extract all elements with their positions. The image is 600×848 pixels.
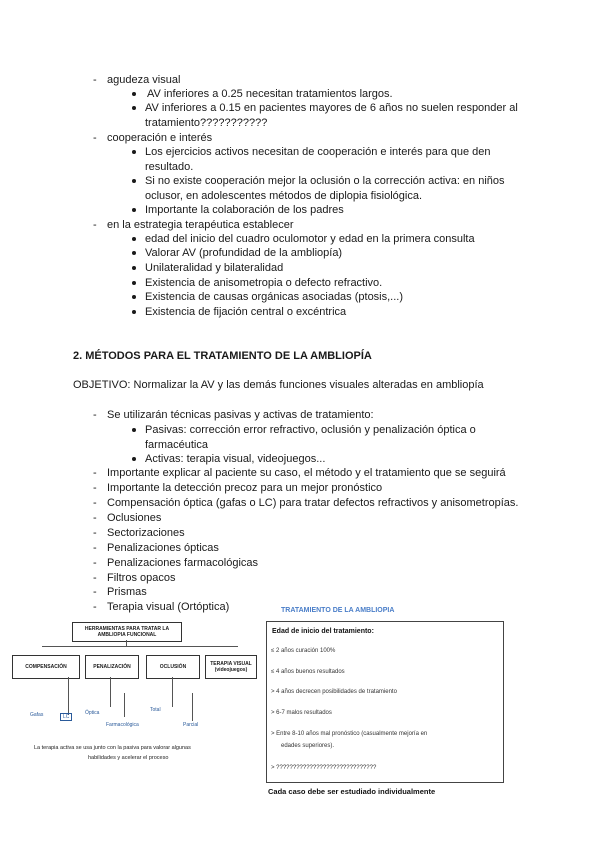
dash-marker: - — [93, 482, 97, 494]
list-item: Compensación óptica (gafas o LC) para tratar defectos refractivos y anisometropías. — [107, 497, 519, 509]
list-item: Activas: terapia visual, videojuegos... — [145, 453, 326, 465]
diagram-connector — [126, 640, 127, 646]
bullet-dot — [132, 281, 136, 285]
list-item: Prismas — [107, 586, 147, 598]
diagram-leaf-total: Total — [150, 707, 161, 713]
list-item: Los ejercicios activos necesitan de cooperación e interés para que den — [145, 146, 491, 158]
dash-marker: - — [93, 409, 97, 421]
list-item: Existencia de causas orgánicas asociadas (ptosis,...) — [145, 291, 404, 303]
diagram-connector — [172, 677, 173, 707]
list-item: Terapia visual (Ortóptica) — [107, 601, 230, 613]
diagram-caption: La terapia activa se usa junto con la pasiva para valorar algunas — [34, 745, 191, 751]
list-item: Sectorizaciones — [107, 527, 185, 539]
section-heading: 2. MÉTODOS PARA EL TRATAMIENTO DE LA AMBLIOPÍA — [73, 350, 372, 362]
dash-marker: - — [93, 74, 97, 86]
panel-row: > 4 años decrecen posibilidades de tratamiento — [271, 689, 397, 695]
list-item: edad del inicio del cuadro oculomotor y edad en la primera consulta — [145, 233, 475, 245]
list-item: AV inferiores a 0.15 en pacientes mayores de 6 años no suelen responder al — [145, 102, 518, 114]
diagram-connector — [110, 677, 111, 707]
diagram-root-box: HERRAMIENTAS PARA TRATAR LA AMBLIOPIA FUNCIONAL — [72, 622, 182, 642]
list-item: cooperación e interés — [107, 132, 213, 144]
diagram-caption: habilidades y acelerar el proceso — [88, 755, 169, 761]
bullet-dot — [132, 237, 136, 241]
dash-marker: - — [93, 586, 97, 598]
bullet-dot — [132, 208, 136, 212]
bullet-dot — [132, 295, 136, 299]
diagram-connector — [124, 693, 125, 717]
bullet-dot — [132, 179, 136, 183]
list-item: agudeza visual — [107, 74, 181, 86]
bullet-dot — [132, 251, 136, 255]
diagram-leaf-lc: LC — [60, 713, 72, 721]
panel-row: > Entre 8-10 años mal pronóstico (casualmente mejoría en — [271, 731, 428, 737]
list-item: tratamiento??????????? — [145, 117, 268, 129]
list-item: Si no existe cooperación mejor la oclusión o la corrección activa: en niños — [145, 175, 505, 187]
diagram-box-terapia-visual: TERAPIA VISUAL (videojuegos) — [205, 655, 257, 679]
panel-row: > ?????????????????????????????? — [271, 765, 377, 771]
bullet-dot — [132, 457, 136, 461]
diagram-leaf-gafas: Gafas — [30, 712, 44, 718]
diagram-leaf-optica: Óptica — [85, 710, 100, 716]
dash-marker: - — [93, 467, 97, 479]
panel-row: ≤ 2 años curación 100% — [271, 648, 336, 654]
bullet-dot — [132, 150, 136, 154]
panel-footer: Cada caso debe ser estudiado individualmente — [268, 787, 436, 796]
dash-marker: - — [93, 512, 97, 524]
list-item: resultado. — [145, 161, 194, 173]
dash-marker: - — [93, 572, 97, 584]
diagram-leaf-parcial: Parcial — [183, 722, 199, 728]
list-item: Oclusiones — [107, 512, 162, 524]
panel-row: ≤ 4 años buenos resultados — [271, 669, 345, 675]
list-item: Unilateralidad y bilateralidad — [145, 262, 284, 274]
bullet-dot — [132, 92, 136, 96]
bullet-dot — [132, 106, 136, 110]
list-item: Importante la colaboración de los padres — [145, 204, 344, 216]
bullet-dot — [132, 428, 136, 432]
diagram-connector — [192, 693, 193, 721]
list-item: farmacéutica — [145, 439, 208, 451]
dash-marker: - — [93, 557, 97, 569]
list-item: AV inferiores a 0.25 necesitan tratamientos largos. — [147, 88, 393, 100]
panel-heading: Edad de inicio del tratamiento: — [272, 628, 374, 635]
treatment-tools-diagram — [25, 618, 252, 768]
dash-marker: - — [93, 219, 97, 231]
list-item: Importante explicar al paciente su caso, el método y el tratamiento que se seguirá — [107, 467, 506, 479]
diagram-connector — [68, 677, 69, 715]
treatment-age-box — [266, 621, 504, 783]
dash-marker: - — [93, 527, 97, 539]
list-item: Penalizaciones ópticas — [107, 542, 219, 554]
dash-marker: - — [93, 542, 97, 554]
list-item: Penalizaciones farmacológicas — [107, 557, 259, 569]
dash-marker: - — [93, 497, 97, 509]
list-item: Valorar AV (profundidad de la ambliopía) — [145, 247, 343, 259]
diagram-box-compensacion: COMPENSACIÓN — [12, 655, 80, 679]
bullet-dot — [132, 266, 136, 270]
diagram-box-oclusion: OCLUSIÓN — [146, 655, 200, 679]
panel-row: edades superiores). — [281, 743, 335, 749]
diagram-box-penalizacion: PENALIZACIÓN — [85, 655, 139, 679]
list-item: Se utilizarán técnicas pasivas y activas de tratamiento: — [107, 409, 374, 421]
list-item: Filtros opacos — [107, 572, 176, 584]
diagram-leaf-farmacologica: Farmacológica — [106, 722, 139, 728]
objective-text: OBJETIVO: Normalizar la AV y las demás funciones visuales alteradas en ambliopía — [73, 379, 484, 391]
bullet-dot — [132, 310, 136, 314]
list-item: oclusor, en adolescentes métodos de diplopia fisiológica. — [145, 190, 423, 202]
list-item: en la estrategia terapéutica establecer — [107, 219, 294, 231]
list-item: Pasivas: corrección error refractivo, oclusión y penalización óptica o — [145, 424, 476, 436]
panel-title: TRATAMIENTO DE LA AMBLIOPIA — [281, 607, 395, 614]
dash-marker: - — [93, 132, 97, 144]
dash-marker: - — [93, 601, 97, 613]
panel-row: > 6-7 malos resultados — [271, 710, 332, 716]
diagram-connector — [42, 646, 238, 647]
list-item: Existencia de anisometropia o defecto refractivo. — [145, 277, 383, 289]
list-item: Existencia de fijación central o excéntrica — [145, 306, 347, 318]
list-item: Importante la detección precoz para un mejor pronóstico — [107, 482, 383, 494]
